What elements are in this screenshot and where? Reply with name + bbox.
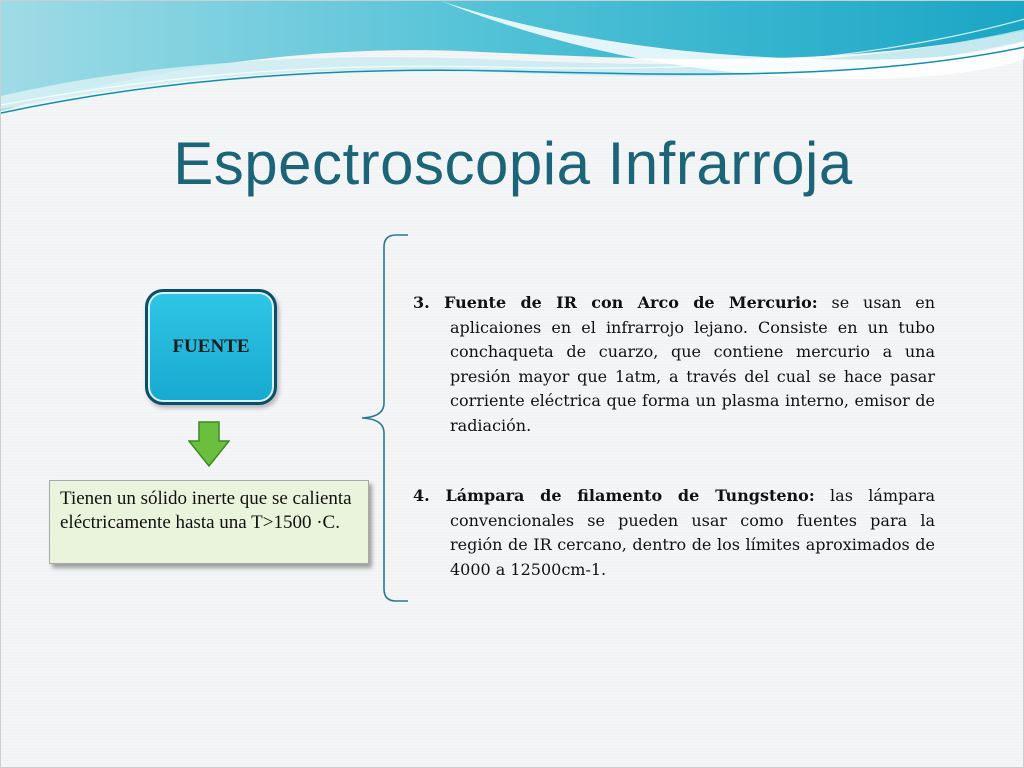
slide-title: Espectroscopia Infrarroja: [173, 130, 853, 197]
fuente-label: FUENTE: [172, 336, 250, 357]
list-item-mercurio: [413, 291, 935, 438]
note-box: [49, 480, 369, 564]
down-arrow-icon: [188, 421, 230, 467]
curly-brace-icon: [356, 233, 412, 603]
wave-header-decoration: [1, 1, 1024, 121]
item-text: se usan en aplicaiones en el infrarrojo lejano. Consiste en un tubo conchaqueta de cuarzo, que contiene mercurio a una presión mayor que 1atm, a través del cual se hace pasar corriente eléctrica que forma un plasma interno, emisor de radiación.: [450, 293, 936, 435]
note-text: Tienen un sólido inerte que se calienta eléctricamente hasta una T>1500 ·C.: [60, 488, 352, 533]
list-item-tungsteno: [413, 484, 935, 582]
item-heading: 3. Fuente de IR con Arco de Mercurio:: [413, 293, 818, 312]
item-text: las lámpara convencionales se pueden usar como fuentes para la región de IR cercano, dentro de los límites aproximados de 4000 a 12500cm-1.: [450, 486, 936, 579]
fuente-box: [145, 289, 277, 405]
item-heading: 4. Lámpara de filamento de Tungsteno:: [413, 486, 815, 505]
content-list: [413, 291, 935, 582]
